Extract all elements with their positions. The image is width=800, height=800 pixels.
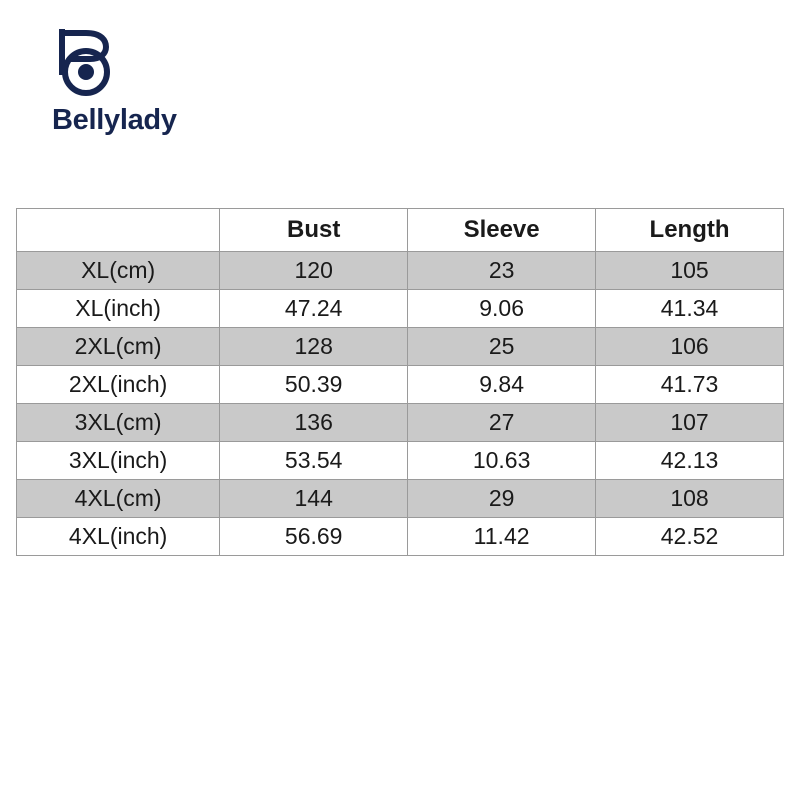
table-corner-cell	[17, 209, 220, 252]
brand-name: Bellylady	[52, 104, 177, 136]
cell-length: 41.73	[596, 366, 784, 404]
table-row	[17, 328, 784, 366]
cell-bust: 136	[220, 404, 408, 442]
table-row	[17, 518, 784, 556]
cell-bust: 120	[220, 252, 408, 290]
cell-bust: 47.24	[220, 290, 408, 328]
row-label: 2XL(cm)	[17, 328, 220, 366]
column-header-sleeve: Sleeve	[408, 209, 596, 252]
cell-length: 105	[596, 252, 784, 290]
table-row	[17, 252, 784, 290]
cell-length: 108	[596, 480, 784, 518]
cell-length: 106	[596, 328, 784, 366]
table-header-row	[17, 209, 784, 252]
cell-length: 107	[596, 404, 784, 442]
bellylady-b-monogram-icon	[52, 28, 122, 104]
table-row	[17, 290, 784, 328]
cell-length: 41.34	[596, 290, 784, 328]
table-row	[17, 480, 784, 518]
row-label: 4XL(inch)	[17, 518, 220, 556]
row-label: 2XL(inch)	[17, 366, 220, 404]
row-label: 3XL(cm)	[17, 404, 220, 442]
cell-sleeve: 27	[408, 404, 596, 442]
cell-length: 42.52	[596, 518, 784, 556]
table-row	[17, 442, 784, 480]
size-chart	[16, 208, 784, 556]
size-chart-table	[16, 208, 784, 556]
cell-sleeve: 25	[408, 328, 596, 366]
row-label: 3XL(inch)	[17, 442, 220, 480]
column-header-length: Length	[596, 209, 784, 252]
table-row	[17, 366, 784, 404]
cell-bust: 128	[220, 328, 408, 366]
cell-sleeve: 23	[408, 252, 596, 290]
row-label: XL(inch)	[17, 290, 220, 328]
table-row	[17, 404, 784, 442]
row-label: XL(cm)	[17, 252, 220, 290]
cell-sleeve: 10.63	[408, 442, 596, 480]
cell-length: 42.13	[596, 442, 784, 480]
cell-sleeve: 11.42	[408, 518, 596, 556]
cell-bust: 53.54	[220, 442, 408, 480]
brand-logo	[52, 28, 312, 135]
cell-sleeve: 9.06	[408, 290, 596, 328]
column-header-bust: Bust	[220, 209, 408, 252]
cell-bust: 144	[220, 480, 408, 518]
cell-sleeve: 9.84	[408, 366, 596, 404]
row-label: 4XL(cm)	[17, 480, 220, 518]
cell-bust: 56.69	[220, 518, 408, 556]
cell-sleeve: 29	[408, 480, 596, 518]
cell-bust: 50.39	[220, 366, 408, 404]
